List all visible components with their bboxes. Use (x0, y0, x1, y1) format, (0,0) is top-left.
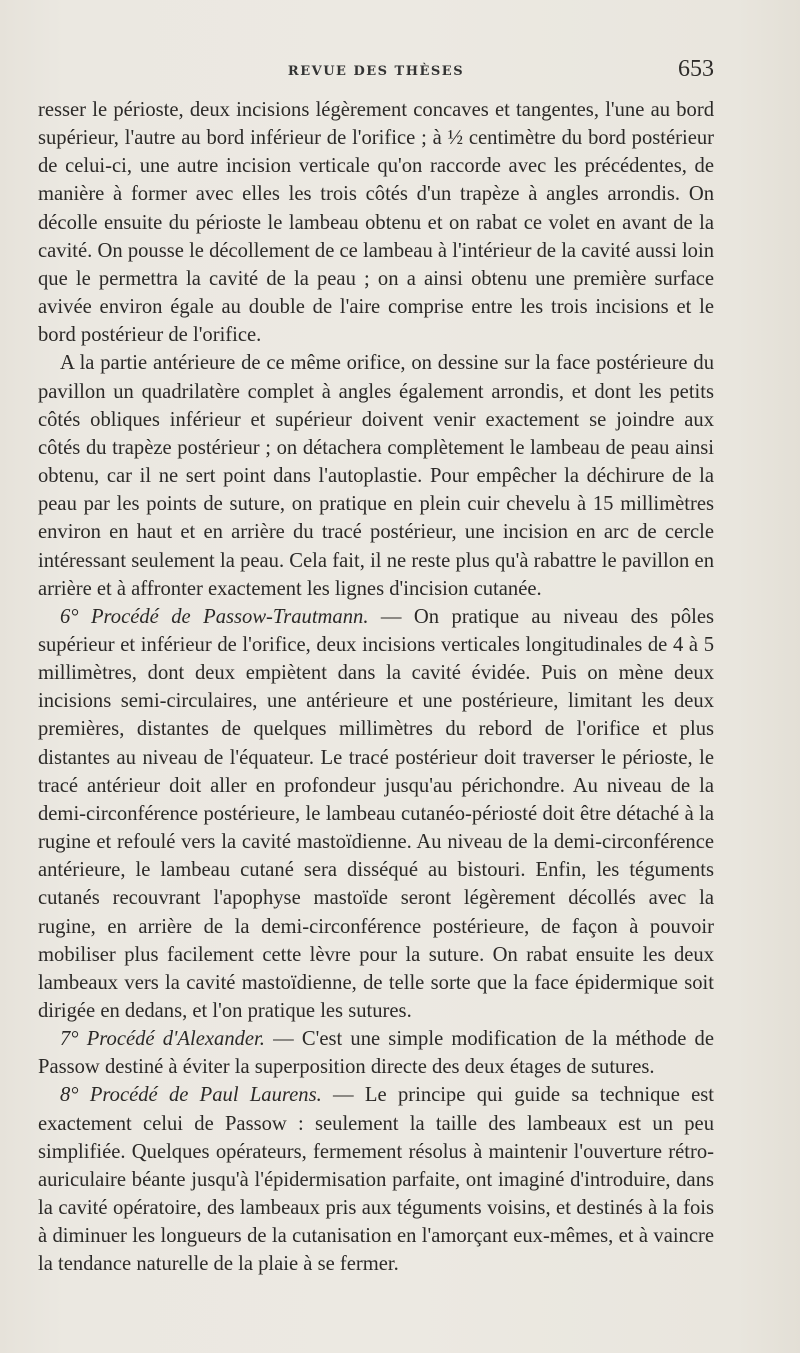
paragraph (38, 603, 714, 1025)
paragraph-text: resser le périoste, deux incisions légèrement concaves et tangentes, l'une au bord supérieur, l'autre au bord inférieur de l'orifice ; à ½ centimètre du bord postérieur de celui-ci, une autre incision verticale qu'on raccorde avec les précédentes, de manière à former avec elles les trois côtés d'un trapèze à angles arrondis. On décolle ensuite du périoste le lambeau obtenu et on rabat ce volet en avant de la cavité. On pousse le décollement de ce lambeau à l'intérieur de la cavité aussi loin que le permettra la cavité de la peau ; on a ainsi obtenu une première surface avivée environ égale au double de l'aire comprise entre les trois incisions et le bord postérieur de l'orifice. (38, 99, 714, 347)
paragraph-text: — Le principe qui guide sa technique est exactement celui de Passow : seulement la taille des lambeaux est un peu simplifiée. Quelques opérateurs, fermement résolus à maintenir l'ouverture rétro-auriculaire béante jusqu'à l'épidermisation parfaite, ont imaginé d'introduire, dans la cavité opératoire, des lambeaux pris aux téguments voisins, et destinés à la fois à diminuer les longueurs de la cutanisation en l'amorçant eux-mêmes, et à vaincre la tendance naturelle de la plaie à se fermer. (38, 1084, 714, 1276)
page-number: 653 (678, 56, 714, 82)
paragraph (38, 349, 714, 602)
paragraph (38, 1081, 714, 1278)
page-header (38, 56, 714, 86)
section-heading: 7° Procédé d'Alexander. (60, 1028, 265, 1051)
section-heading: 6° Procédé de Passow-Trautmann. (60, 605, 369, 628)
paragraph (38, 96, 714, 349)
paragraph-text: — On pratique au niveau des pôles supérieur et inférieur de l'orifice, deux incisions verticales longitudinales de 4 à 5 millimètres, dont deux empiètent dans la cavité évidée. Puis on mène deux incisions semi-circulaires, une antérieure et une postérieure, limitant les deux premières, distantes de quelques millimètres du rebord de l'orifice et plus distantes au niveau de l'équateur. Le tracé postérieur doit traverser le périoste, le tracé antérieur doit aller en profondeur jusqu'au périchondre. Au niveau de la demi-circonférence postérieure, le lambeau cutanéo-périosté doit être détaché à la rugine et refoulé vers la cavité mastoïdienne. Au niveau de la demi-circonférence antérieure, le lambeau cutané sera disséqué au bistouri. Enfin, les téguments cutanés recouvrant l'apophyse mastoïde seront légèrement décollés avec la rugine, en arrière de la demi-circonférence postérieure, de façon à pouvoir mobiliser plus facilement cette lèvre pour la suture. On rabat ensuite les deux lambeaux vers la cavité mastoïdienne, de telle sorte que la face épidermique soit dirigée en dedans, et l'on pratique les sutures. (38, 605, 714, 1022)
paragraph (38, 1025, 714, 1081)
paragraph-text: — C'est une simple modification de la méthode de Passow destiné à éviter la superposition directe des deux étages de sutures. (38, 1028, 714, 1079)
section-heading: 8° Procédé de Paul Laurens. (60, 1084, 322, 1107)
running-title: REVUE DES THÈSES (287, 64, 465, 79)
body-text (38, 96, 714, 1279)
paragraph-text: A la partie antérieure de ce même orifice, on dessine sur la face postérieure du pavillon un quadrilatère complet à angles également arrondis, et dont les petits côtés obliques inférieur et supérieur doivent venir exactement se joindre aux côtés du trapèze postérieur ; on détachera complètement le lambeau de peau ainsi obtenu, car il ne sert point dans l'autoplastie. Pour empêcher la déchirure de la peau par les points de suture, on pratique en plein cuir chevelu à 15 millimètres environ en haut et en arrière du tracé postérieur, une incision en arc de cercle intéressant seulement la peau. Cela fait, il ne reste plus qu'à rabattre le pavillon en arrière et à affronter exactement les lignes d'incision cutanée. (38, 352, 714, 600)
